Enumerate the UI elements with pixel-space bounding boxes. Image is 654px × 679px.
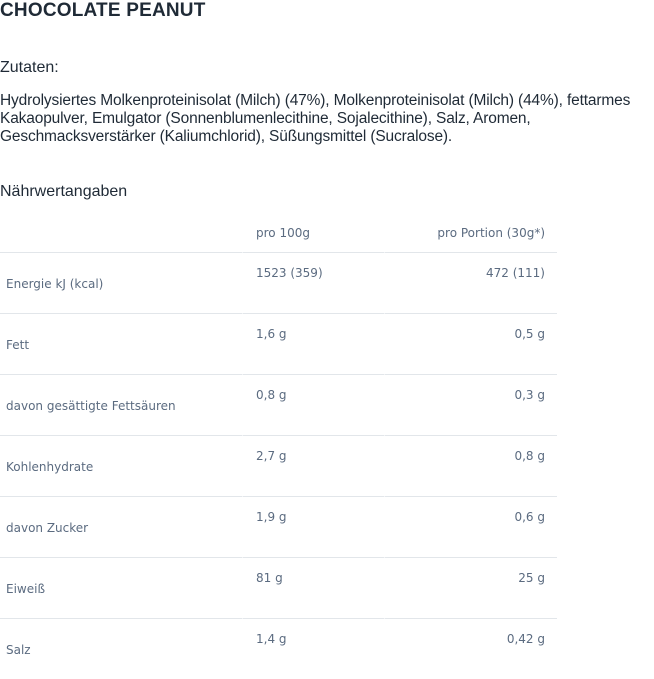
value-per-portion: 0,42 g <box>384 619 557 679</box>
value-per-100g: 1,6 g <box>242 314 384 375</box>
ingredients-heading: Zutaten: <box>0 59 59 76</box>
value-per-100g: 0,8 g <box>242 375 384 436</box>
product-title: CHOCOLATE PEANUT <box>0 0 206 21</box>
value-per-portion: 472 (111) <box>384 253 557 314</box>
table-row <box>0 558 557 619</box>
column-header-nutrient <box>0 213 242 253</box>
value-per-portion: 0,3 g <box>384 375 557 436</box>
value-per-portion: 0,5 g <box>384 314 557 375</box>
table-row <box>0 497 557 558</box>
nutrient-label: Energie kJ (kcal) <box>0 253 242 314</box>
nutrient-label: davon gesättigte Fettsäuren <box>0 375 242 436</box>
ingredients-text: Hydrolysiertes Molkenproteinisolat (Milch) (47%), Molkenproteinisolat (Milch) (44%), fettarmes Kakaopulver, Emulgator (Sonnenblumenlecithine, Sojalecithine), Salz, Aromen, Geschmacksverstärker (Kaliumchlorid), Süßungsmittel (Sucralose). <box>0 92 631 145</box>
nutrient-label: Salz <box>6 643 31 657</box>
nutrition-heading: Nährwertangaben <box>0 183 128 200</box>
nutrient-label: Eiweiß <box>0 558 242 619</box>
nutrient-label: Fett <box>0 314 242 375</box>
nutrition-table-header <box>0 213 557 253</box>
value-per-portion: 0,6 g <box>384 497 557 558</box>
table-row <box>0 314 557 375</box>
value-per-100g: 1,9 g <box>242 497 384 558</box>
table-row <box>0 619 557 679</box>
value-per-100g: 1,4 g <box>242 619 384 679</box>
nutrient-label: Kohlenhydrate <box>0 436 242 497</box>
table-row <box>0 436 557 497</box>
value-per-portion: 0,8 g <box>384 436 557 497</box>
column-header-per-100g: pro 100g <box>242 213 384 253</box>
value-per-100g: 2,7 g <box>242 436 384 497</box>
column-header-per-portion: pro Portion (30g*) <box>384 213 557 253</box>
value-per-100g: 81 g <box>242 558 384 619</box>
value-per-portion: 25 g <box>384 558 557 619</box>
nutrient-label: davon Zucker <box>0 497 242 558</box>
value-per-100g: 1523 (359) <box>242 253 384 314</box>
nutrition-table <box>0 213 557 679</box>
table-row <box>0 375 557 436</box>
table-row <box>0 253 557 314</box>
